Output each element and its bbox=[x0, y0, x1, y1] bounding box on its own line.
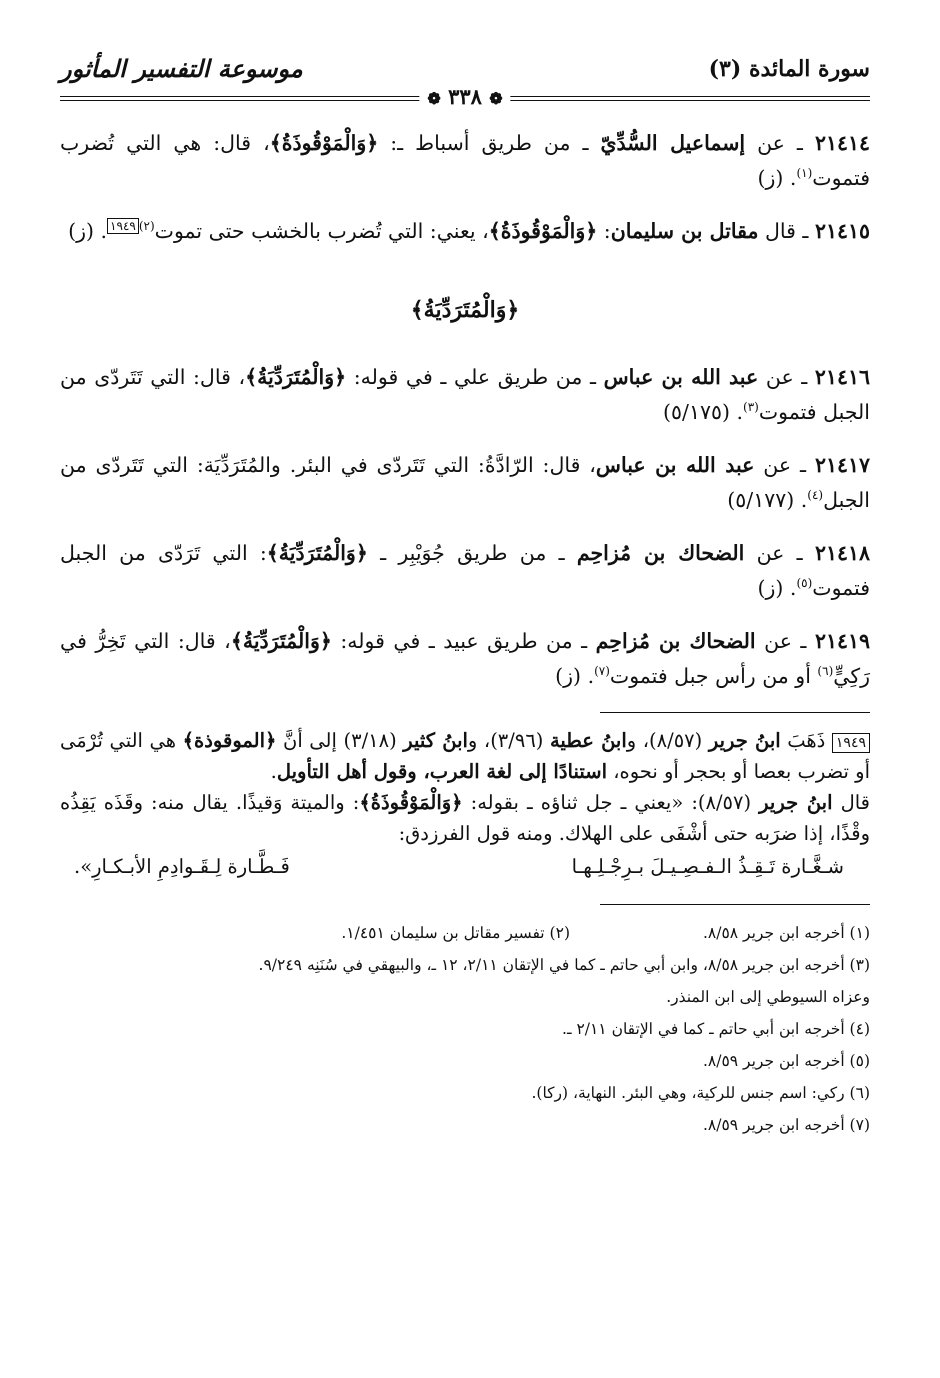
commentary-paragraph bbox=[60, 725, 870, 787]
footnote-separator bbox=[600, 904, 870, 905]
commentary-emphasis: استنادًا إلى لغة العرب، وقول أهل التأويل bbox=[276, 760, 607, 783]
footnote: (٢) تفسير مقاتل بن سليمان ١/٤٥١. bbox=[341, 924, 570, 942]
footnote: (١) أخرجه ابن جرير ٨/٥٨. bbox=[702, 924, 870, 942]
entry-text: ـ عن bbox=[745, 131, 815, 155]
entry-number: ٢١٤١٩ bbox=[814, 629, 870, 653]
narrations bbox=[60, 126, 870, 694]
entry-text: ـ قال bbox=[758, 219, 815, 243]
commentary-separator bbox=[600, 712, 870, 713]
entry-text: ، قال: هي التي تُضرب فتموت bbox=[60, 131, 870, 190]
footnote-row bbox=[60, 917, 870, 949]
entry-text: ـ عن bbox=[755, 629, 815, 653]
commentary-text: (٣/٩٦)، و bbox=[467, 729, 550, 752]
entry-text: ـ عن bbox=[758, 365, 815, 389]
footnote-ref[interactable]: (٥) bbox=[796, 576, 813, 591]
entry-text: ، قال: الرّادَّةُ: التي تَتَردّى في البئر. والمُتَرَدِّيَة: التي تَتَردّى من الجبل bbox=[60, 453, 870, 512]
entry-text: ـ من طريق علي ـ في قوله: bbox=[346, 365, 604, 389]
scholar-name: ابنُ جرير bbox=[759, 791, 833, 814]
quran-quote: ﴿وَالْمَوْقُوذَةُ﴾ bbox=[359, 791, 463, 814]
entry-text: ـ من طريق جُوَيْبِر ـ bbox=[367, 541, 577, 565]
footnote: وعزاه السيوطي إلى ابن المنذر. bbox=[666, 988, 870, 1006]
commentary-ref-box[interactable]: ١٩٤٩ bbox=[107, 218, 139, 234]
commentary-text: (٣/١٨) إلى أنَّ bbox=[276, 729, 404, 752]
narrator-name: إسماعيل السُّدِّيّ bbox=[600, 131, 746, 155]
entry-source: . (٥/١٧٧) bbox=[727, 488, 808, 512]
entry-number: ٢١٤١٤ bbox=[814, 131, 870, 155]
entry-text: ـ عن bbox=[744, 541, 815, 565]
footnote-ref[interactable]: (١) bbox=[796, 166, 813, 181]
quran-quote: ﴿وَالْمُتَرَدِّيَةُ﴾ bbox=[245, 365, 347, 389]
entry-number: ٢١٤١٥ bbox=[814, 219, 870, 243]
entry-source: . (ز) bbox=[757, 166, 797, 190]
quran-quote: ﴿الموقوذة﴾ bbox=[182, 729, 277, 752]
entry-source: . (ز) bbox=[757, 576, 797, 600]
footnote: (٧) أخرجه ابن جرير ٨/٥٩. bbox=[702, 1116, 870, 1134]
scholar-name: ابنُ عطية bbox=[549, 729, 627, 752]
quran-quote: ﴿وَالْمُتَرَدِّيَةُ﴾ bbox=[230, 629, 332, 653]
narration-entry bbox=[60, 624, 870, 694]
narration-entry bbox=[60, 126, 870, 196]
entry-text: أو من رأس جبل فتموت bbox=[609, 664, 818, 688]
entry-text: ـ من طريق عبيد ـ في قوله: bbox=[331, 629, 596, 653]
commentary-number-box: ١٩٤٩ bbox=[832, 733, 870, 753]
entry-source: . (ز) bbox=[555, 664, 595, 688]
entry-number: ٢١٤١٦ bbox=[814, 365, 870, 389]
commentary-text: (٨/٥٧)، و bbox=[626, 729, 709, 752]
narrator-name: عبد الله بن عباس bbox=[595, 453, 755, 477]
ornament-icon: ❁ bbox=[427, 89, 441, 108]
commentary-block bbox=[60, 725, 870, 882]
entry-text: ـ عن bbox=[754, 453, 815, 477]
entry-text: ـ من طريق أسباط ـ: bbox=[378, 131, 601, 155]
poem-verse bbox=[60, 851, 870, 882]
page-number: ٣٣٨ bbox=[448, 84, 482, 109]
entry-source: . (ز) bbox=[68, 219, 108, 243]
footnote: (٤) أخرجه ابن أبي حاتم ـ كما في الإتقان ٢/١١ ـ. bbox=[562, 1020, 870, 1038]
scholar-name: ابنُ كثير bbox=[403, 729, 468, 752]
footnote-ref[interactable]: (٣) bbox=[743, 400, 759, 415]
poem-hemistich-left: فَـطَّـارة لِـقَـوادِمِ الأبـكـارِ». bbox=[74, 855, 290, 878]
footnote-ref[interactable]: (٤) bbox=[807, 488, 824, 503]
commentary-text: : والميتة وَقيذًا. يقال منه: وقَذَه يَقِذُه وقْذًا، إذا ضرَبه حتى أشْفَى على الهلاك. ومنه قول الفرزدق: bbox=[60, 791, 870, 845]
surah-title: سورة المائدة (٣) bbox=[708, 56, 870, 82]
quran-quote: ﴿وَالْمُتَرَدِّيَةُ﴾ bbox=[266, 541, 368, 565]
ornament-icon: ❁ bbox=[489, 89, 503, 108]
quran-quote: ﴿وَالْمَوْقُوذَةُ﴾ bbox=[269, 131, 379, 155]
entry-number: ٢١٤١٨ bbox=[814, 541, 870, 565]
narrator-name: عبد الله بن عباس bbox=[603, 365, 759, 389]
quran-quote: ﴿وَالْمَوْقُوذَةُ﴾ bbox=[488, 219, 598, 243]
narration-entry bbox=[60, 536, 870, 606]
commentary-text: (٨/٥٧): «يعني ـ جل ثناؤه ـ بقوله: bbox=[462, 791, 760, 814]
entry-text: : bbox=[597, 219, 611, 243]
footnote: (٦) ركي: اسم جنس للركية، وهي البئر. النهاية، (ركا). bbox=[531, 1084, 870, 1102]
entry-text: ، يعني: التي تُضرب بالخشب حتى تموت bbox=[154, 219, 489, 243]
page-number-wrap bbox=[419, 84, 510, 109]
poem-hemistich-right: شـغَّـارة تَـقِـذُ الـفـصِـيـلَ بـرِجْـلِـهـا bbox=[571, 855, 844, 878]
narration-entry bbox=[60, 448, 870, 518]
page bbox=[60, 48, 870, 1141]
commentary-text: هي التي تُرْمَى أو تضرب بعصا أو بحجر أو نحوه، bbox=[60, 729, 870, 783]
footnote-ref[interactable]: (٧) bbox=[594, 664, 610, 679]
narration-entry bbox=[60, 214, 870, 249]
footnotes bbox=[60, 917, 870, 1141]
commentary-paragraph bbox=[60, 787, 870, 849]
footnote-ref[interactable]: (٦) bbox=[817, 664, 834, 679]
entry-text: ، قال: التي تَتَردّى من الجبل فتموت bbox=[60, 365, 870, 424]
footnote-ref[interactable]: (٢) bbox=[138, 219, 155, 234]
narrator-name: مقاتل بن سليمان bbox=[610, 219, 759, 243]
commentary-text: . bbox=[270, 760, 277, 783]
narrator-name: الضحاك بن مُزاحِم bbox=[576, 541, 745, 565]
entry-number: ٢١٤١٧ bbox=[814, 453, 870, 477]
entry-source: . (٥/١٧٥) bbox=[663, 400, 744, 424]
section-heading: ﴿وَالْمُتَرَدِّيَةُ﴾ bbox=[410, 297, 520, 323]
entry-text: ، قال: التي تَخِرُّ في رَكِيٍّ bbox=[60, 629, 870, 688]
scholar-name: ابنُ جرير bbox=[708, 729, 781, 752]
footnote: (٣) أخرجه ابن جرير ٨/٥٨، وابن أبي حاتم ـ كما في الإتقان ٢/١١، ١٢ ـ، والبيهقي في سُنَنِه ٩/٢٤٩. bbox=[258, 956, 870, 974]
narrator-name: الضحاك بن مُزاحِم bbox=[595, 629, 756, 653]
entry-text: : التي تَرَدّى من الجبل فتموت bbox=[60, 541, 870, 600]
book-title: موسوعة التفسير المأثور bbox=[60, 54, 303, 83]
page-header bbox=[60, 48, 870, 109]
narration-entry bbox=[60, 360, 870, 430]
commentary-text: قال bbox=[832, 791, 870, 814]
footnote: (٥) أخرجه ابن جرير ٨/٥٩. bbox=[702, 1052, 870, 1070]
commentary-text: ذَهَبَ bbox=[780, 729, 832, 752]
